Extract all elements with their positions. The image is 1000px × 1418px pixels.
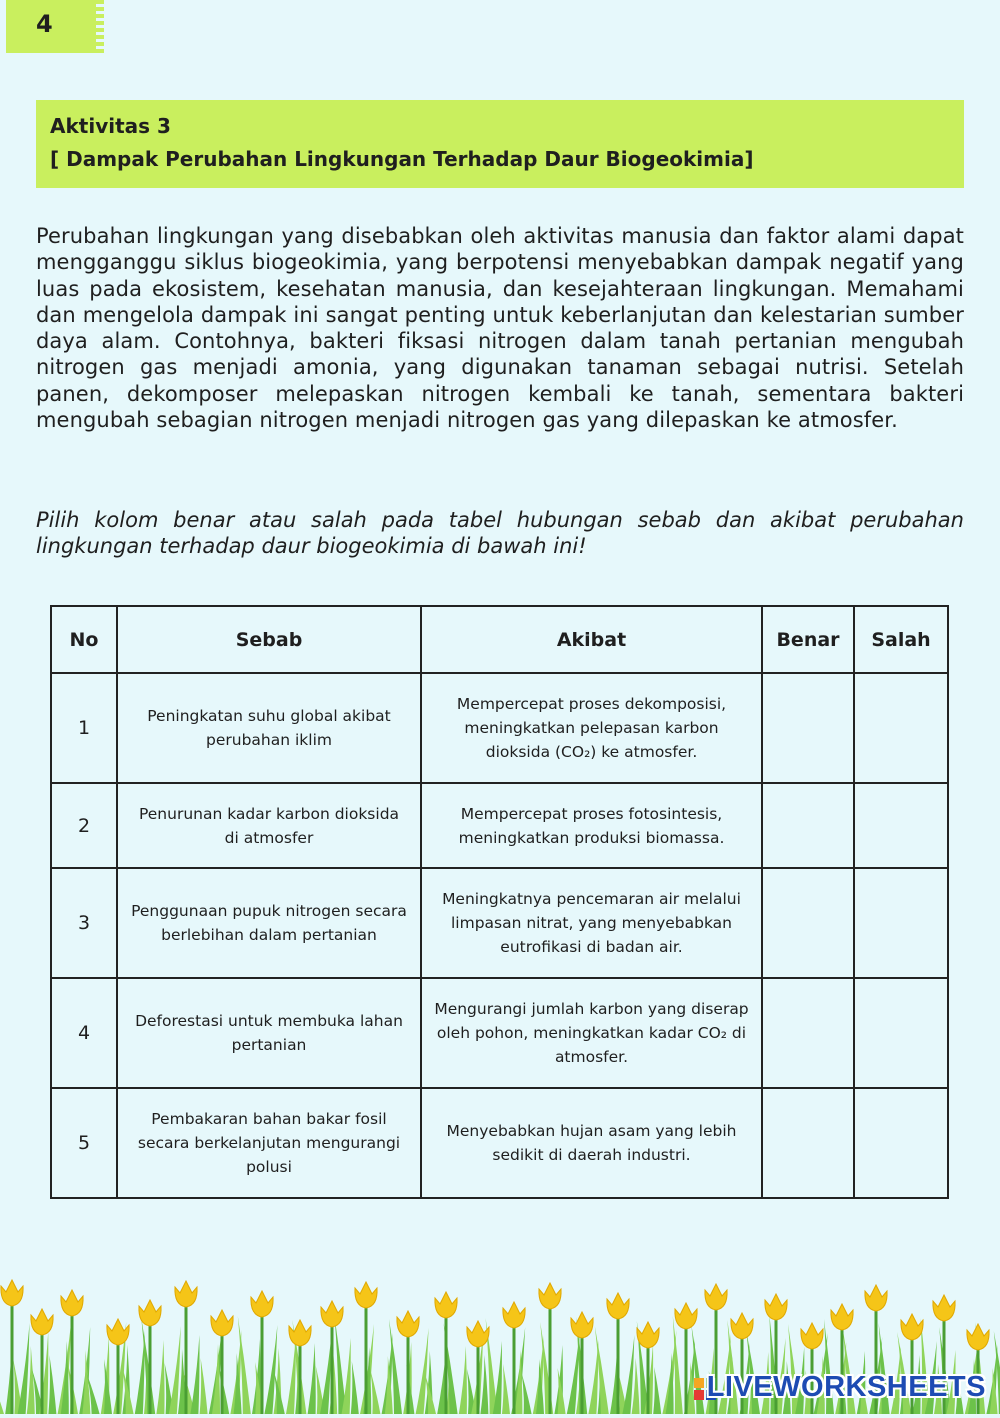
tulip-flower — [31, 1309, 53, 1335]
grass-blade — [308, 1343, 316, 1414]
intro-paragraph: Perubahan lingkungan yang disebabkan oleh aktivitas manusia dan faktor alami dapat mengganggu siklus biogeokimia, yang berpotensi menyebabkan dampak negatif yang luas pada ekosistem, kesehatan manusia, dan kesejahteraan lingkungan. Memahami dan mengelola dampak ini sangat penting untuk keberlanjutan dan kelestarian sumber daya alam. Contohnya, bakteri fiksasi nitrogen dalam tanah pertanian mengubah nitrogen gas menjadi amonia, yang digunakan tanaman sebagai nutrisi. Setelah panen, dekomposer melepaskan nitrogen kembali ke tanah, sementara bakteri mengubah sebagian nitrogen menjadi nitrogen gas yang dilepaskan ke atmosfer. — [36, 224, 964, 433]
activity-title: [ Dampak Perubahan Lingkungan Terhadap Daur Biogeokimia] — [50, 147, 754, 171]
effect-cell: Menyebabkan hujan asam yang lebih sedikit di daerah industri. — [421, 1088, 762, 1198]
salah-answer-cell[interactable] — [854, 868, 948, 978]
tulip-stem — [477, 1339, 480, 1414]
tulip-stem — [407, 1329, 410, 1414]
tulip-flower — [705, 1284, 727, 1310]
row-number: 5 — [51, 1088, 117, 1198]
tulip-stem — [513, 1320, 516, 1414]
tulip-flower — [901, 1314, 923, 1340]
header-salah: Salah — [854, 606, 948, 673]
page-number-tab — [6, 0, 98, 53]
tulip-flower — [539, 1283, 561, 1309]
tulip-stem — [299, 1338, 302, 1414]
salah-answer-cell[interactable] — [854, 783, 948, 868]
tulip-stem — [331, 1319, 334, 1414]
effect-cell: Mengurangi jumlah karbon yang diserap oleh pohon, meningkatkan kadar CO₂ di atmosfer. — [421, 978, 762, 1088]
activity-header — [36, 100, 964, 188]
header-akibat: Akibat — [421, 606, 762, 673]
effect-cell: Mempercepat proses fotosintesis, meningkatkan produksi biomassa. — [421, 783, 762, 868]
grass-blade — [653, 1367, 661, 1414]
tulip-flower — [61, 1290, 83, 1316]
salah-answer-cell[interactable] — [854, 1088, 948, 1198]
benar-answer-cell[interactable] — [762, 1088, 854, 1198]
tulip-flower — [397, 1311, 419, 1337]
tulip-flower — [731, 1313, 753, 1339]
tulip-flower — [139, 1300, 161, 1326]
tulip-stem — [685, 1321, 688, 1414]
tulip-flower — [1, 1280, 23, 1306]
tulip-flower — [765, 1294, 787, 1320]
tulip-flower — [967, 1324, 989, 1350]
effect-cell: Meningkatnya pencemaran air melalui limpasan nitrat, yang menyebabkan eutrofikasi di badan air. — [421, 868, 762, 978]
cause-cell: Pembakaran bahan bakar fosil secara berkelanjutan mengurangi polusi — [117, 1088, 421, 1198]
salah-answer-cell[interactable] — [854, 673, 948, 783]
row-number: 2 — [51, 783, 117, 868]
table-row — [51, 783, 948, 868]
benar-answer-cell[interactable] — [762, 783, 854, 868]
tulip-stem — [41, 1327, 44, 1414]
benar-answer-cell[interactable] — [762, 978, 854, 1088]
header-benar: Benar — [762, 606, 854, 673]
table-row — [51, 1088, 948, 1198]
header-no: No — [51, 606, 117, 673]
tulip-stem — [549, 1301, 552, 1414]
tulip-flower — [175, 1281, 197, 1307]
grass-blade — [522, 1373, 532, 1414]
tulip-stem — [221, 1328, 224, 1414]
table-row — [51, 868, 948, 978]
tulip-stem — [617, 1311, 620, 1414]
row-number: 4 — [51, 978, 117, 1088]
benar-answer-cell[interactable] — [762, 868, 854, 978]
tulip-flower — [933, 1295, 955, 1321]
cause-cell: Penggunaan pupuk nitrogen secara berlebihan dalam pertanian — [117, 868, 421, 978]
tulip-flower — [571, 1312, 593, 1338]
grass-blade — [459, 1346, 467, 1414]
table-header-row — [51, 606, 948, 673]
tulip-flower — [467, 1321, 489, 1347]
cause-cell: Deforestasi untuk membuka lahan pertanian — [117, 978, 421, 1088]
grass-blade — [200, 1358, 208, 1414]
tulip-flower — [865, 1285, 887, 1311]
grass-blade — [135, 1331, 145, 1414]
table-row — [51, 978, 948, 1088]
header-sebab: Sebab — [117, 606, 421, 673]
grass-blade — [286, 1334, 296, 1414]
tulip-stem — [365, 1300, 368, 1414]
instruction-text: Pilih kolom benar atau salah pada tabel hubungan sebab dan akibat perubahan lingkungan terhadap daur biogeokimia di bawah ini! — [36, 508, 964, 559]
grass-blade — [370, 1370, 380, 1414]
tulip-stem — [581, 1330, 584, 1414]
salah-answer-cell[interactable] — [854, 978, 948, 1088]
tulip-flower — [355, 1282, 377, 1308]
tulip-flower — [831, 1304, 853, 1330]
tulip-flower — [607, 1293, 629, 1319]
tulip-stem — [261, 1309, 264, 1414]
grass-blade — [588, 1340, 598, 1414]
cause-effect-table — [50, 605, 949, 1199]
cause-cell: Peningkatan suhu global akibat perubahan iklim — [117, 673, 421, 783]
tulip-flower — [289, 1320, 311, 1346]
grass-blade — [0, 1374, 4, 1414]
tulip-flower — [435, 1292, 457, 1318]
tulip-flower — [503, 1302, 525, 1328]
tulip-flower — [211, 1310, 233, 1336]
benar-answer-cell[interactable] — [762, 673, 854, 783]
grass-blade — [156, 1340, 164, 1414]
liveworksheets-logo: LIVEWORKSHEETS — [706, 1371, 986, 1403]
row-number: 3 — [51, 868, 117, 978]
grass-blade — [502, 1364, 510, 1414]
tulip-flower — [321, 1301, 343, 1327]
tulip-stem — [149, 1318, 152, 1414]
tulip-flower — [675, 1303, 697, 1329]
grass-blade — [351, 1361, 359, 1414]
tulip-flower — [801, 1323, 823, 1349]
tulip-stem — [71, 1308, 74, 1414]
activity-label: Aktivitas 3 — [50, 114, 171, 138]
tulip-flower — [251, 1291, 273, 1317]
grass-blade — [48, 1355, 56, 1414]
tulip-stem — [445, 1310, 448, 1414]
effect-cell: Mempercepat proses dekomposisi, meningkatkan pelepasan karbon dioksida (CO₂) ke atmosfer. — [421, 673, 762, 783]
tulip-flower — [107, 1319, 129, 1345]
tulip-flower — [637, 1322, 659, 1348]
cause-cell: Penurunan kadar karbon dioksida di atmosfer — [117, 783, 421, 868]
tulip-stem — [11, 1298, 14, 1414]
tulip-stem — [117, 1337, 120, 1414]
page-number: 4 — [36, 10, 53, 38]
tulip-stem — [647, 1340, 650, 1414]
row-number: 1 — [51, 673, 117, 783]
table-row — [51, 673, 948, 783]
tulip-stem — [185, 1299, 188, 1414]
